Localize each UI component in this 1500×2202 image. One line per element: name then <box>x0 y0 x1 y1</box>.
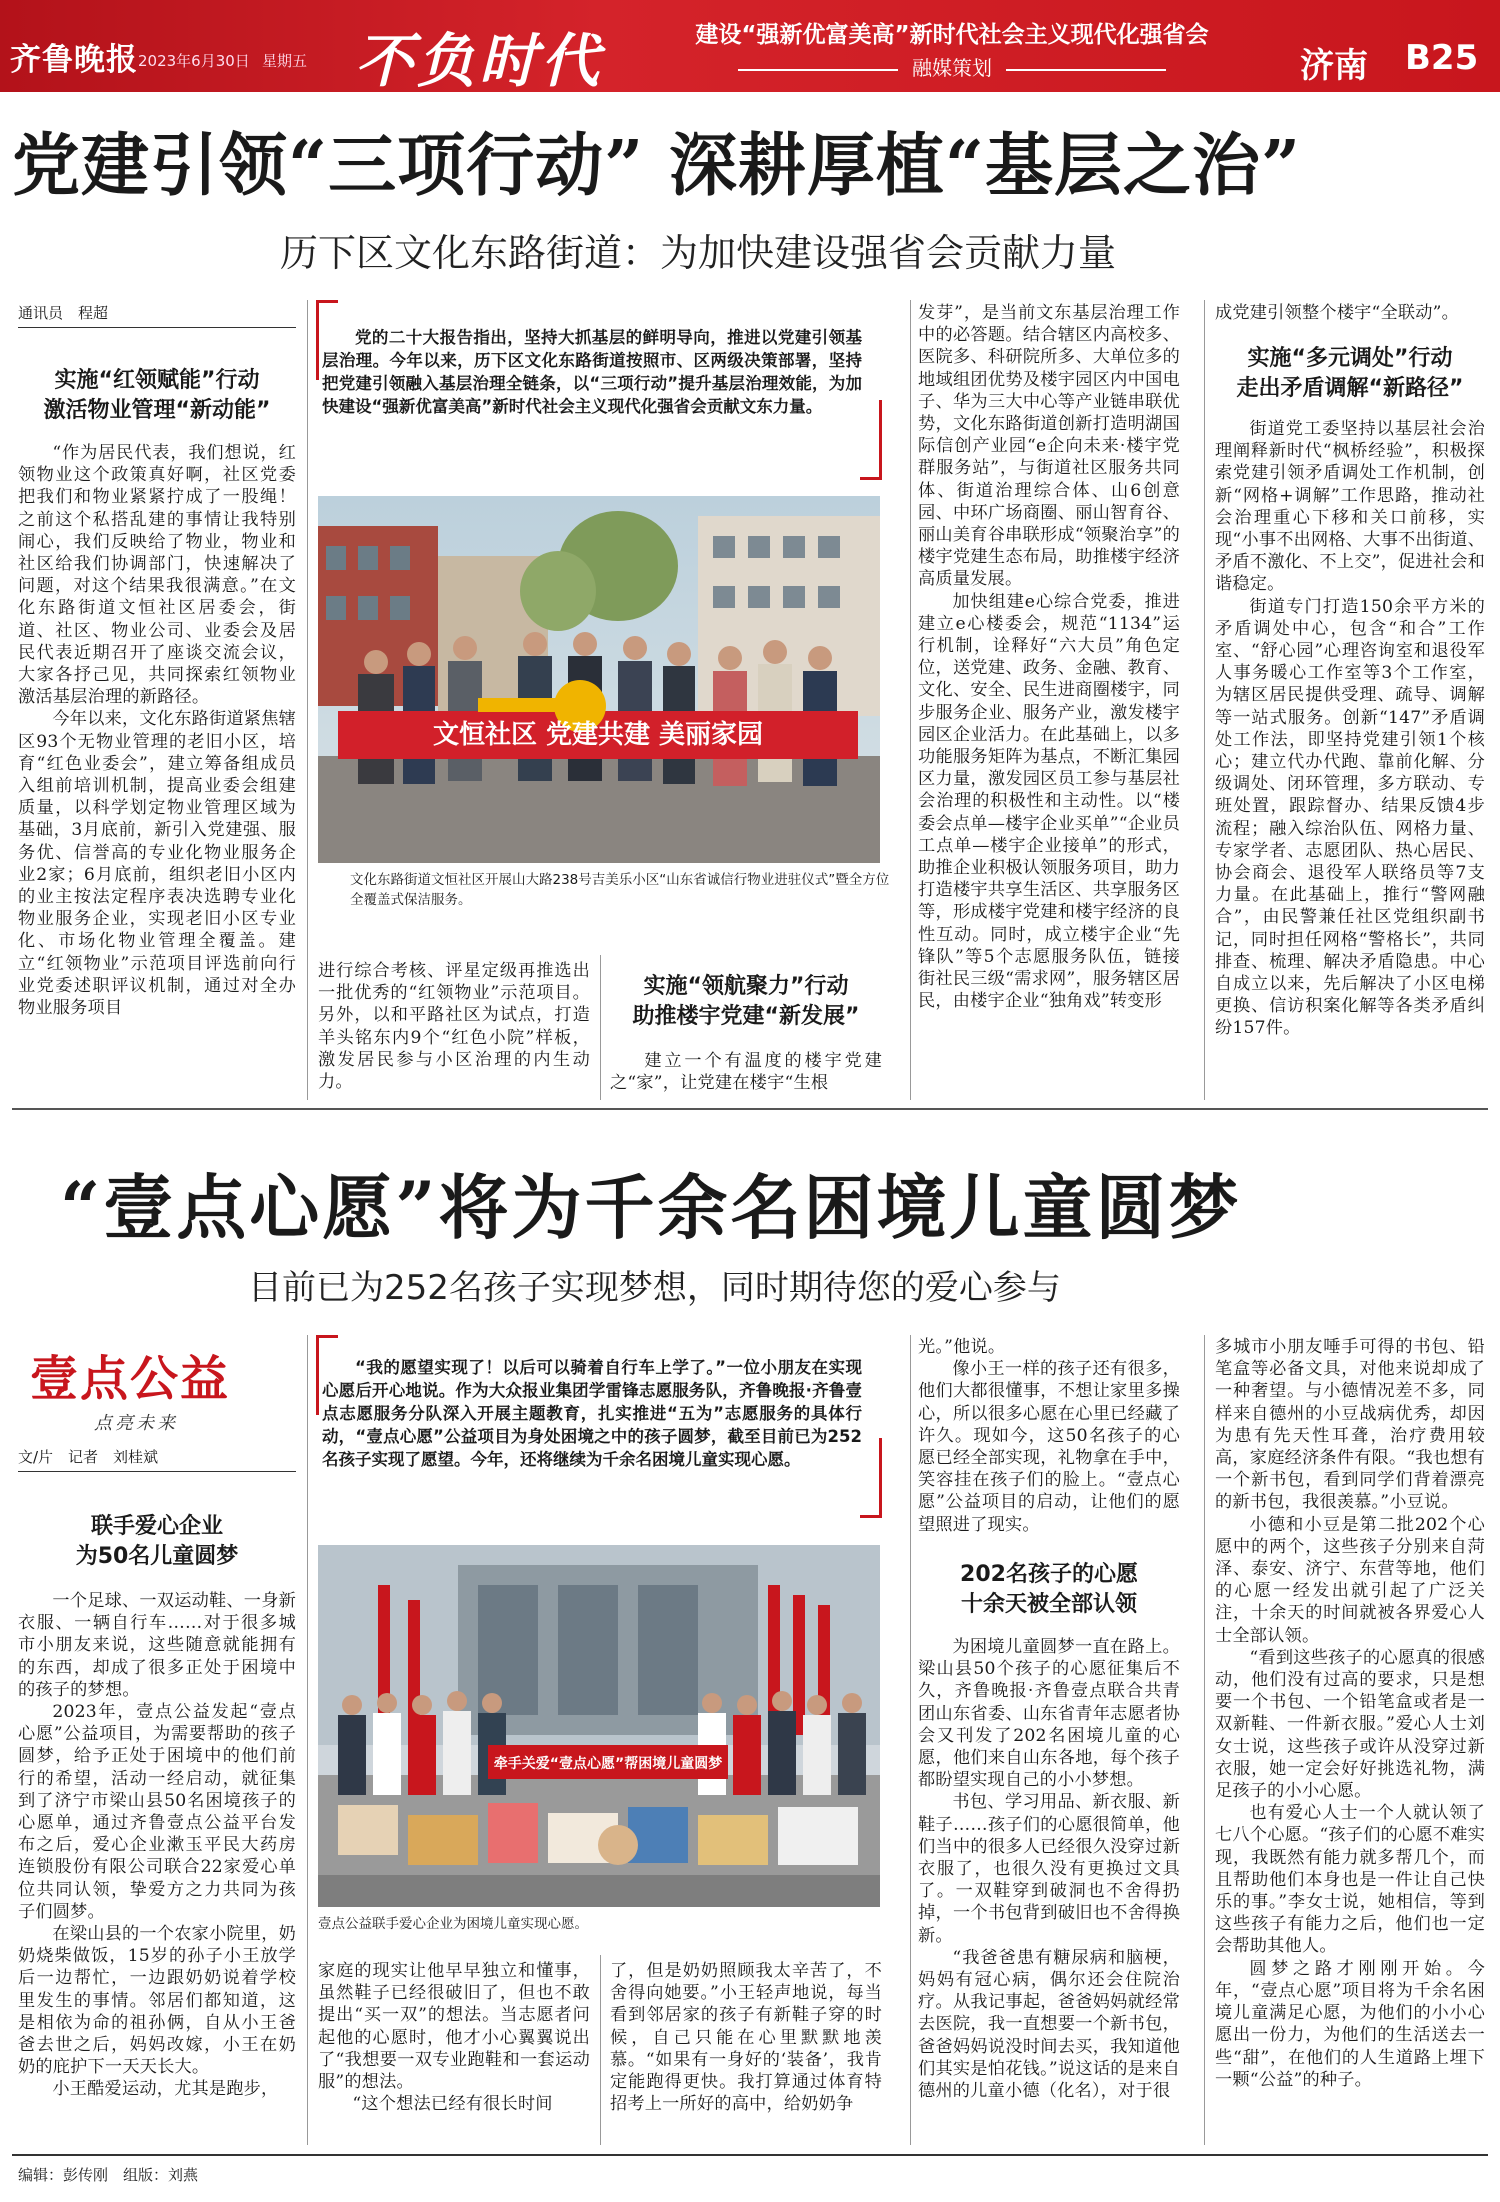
paragraph: 圆梦之路才刚刚开始。今年，“壹点心愿”项目将为千余名困境儿童满足心愿，为他们的小小心愿出一份力，为他们的生活送去一些“甜”，在他们的人生道路上埋下一颗“公益”的种子。 <box>1215 1958 1485 2090</box>
paragraph: 加快组建e心综合党委，推进建立e心楼委会，规范“1134”运行机制，诠释好“六大员”角色定位，送党建、政务、金融、教育、文化、安全、民生进商圈楼宇，同步服务企业、服务产业，激发楼宇园区企业活力。在此基础上，以多功能服务矩阵为基点，不断汇集园区力量，激发园区员工参与基层社会治理的积极性和主动性。以“楼委会点单—楼宇企业买单”“企业员工点单—楼宇企业接单”的形式，助推企业积极认领服务项目，助力打造楼宇共享生活区、共享服务区等，形成楼宇党建和楼宇经济的良性互动。同时，成立楼宇企业“先锋队”等5个志愿服务队伍，链接街社民三级“需求网”，服务辖区居民，由楼宇企业“独角戏”转变形 <box>918 591 1180 1012</box>
subline-rule-right <box>1006 69 1166 71</box>
paragraph: 也有爱心人士一个人就认领了七八个心愿。“孩子们的心愿不难实现，我既然有能力就多帮几个，而且帮助他们本身也是一件让自己快乐的事。”李女士说，她相信，等到这些孩子有能力之后，他们也一定会帮助其他人。 <box>1215 1803 1485 1957</box>
column-rule <box>1204 1335 1205 2145</box>
story2-col5-text <box>1215 1336 1485 2146</box>
story2-col4-text <box>918 1636 1180 2146</box>
photo-banner-text: 牵手关爱“壹点心愿”帮困境儿童圆梦 <box>493 1756 723 1772</box>
lead-frame-corner <box>860 1438 882 1518</box>
paragraph: “看到这些孩子的心愿真的很感动，他们没有过高的要求，只是想要一个书包、一个铅笔盒或者是一双新鞋、一件新衣服。”爱心人士刘女士说，这些孩子或许从没穿过新衣服，她一定会好好挑选礼物，满足孩子的小小心愿。 <box>1215 1647 1485 1802</box>
story1-sub-red-lead <box>18 366 296 426</box>
yidian-logo <box>30 1340 280 1434</box>
issue-date: 2023年6月30日 <box>138 52 250 70</box>
story2-sub-partner <box>18 1512 296 1572</box>
story2-lead <box>322 1356 862 1471</box>
sub-line: 助推楼宇党建“新发展” <box>632 1004 860 1029</box>
page-number: B25 <box>1405 38 1479 78</box>
subline-text: 融媒策划 <box>912 56 992 80</box>
paragraph: 一个足球、一双运动鞋、一身新衣服、一辆自行车……对于很多城市小朋友来说，这些随意就能拥有的东西，却成了很多正处于困境中的孩子的梦想。 <box>18 1591 296 1700</box>
lead-text: 党的二十大报告指出，坚持大抓基层的鲜明导向，推进以党建引领基层治理。今年以来，历下区文化东路街道按照市、区两级决策部署，坚持把党建引领融入基层治理全链条，以“三项行动”提升基层治理效能，为加快建设“强新优富美高”新时代社会主义现代化强省会贡献文东力量。 <box>322 328 862 416</box>
sub-line: 202名孩子的心愿 <box>960 1562 1138 1587</box>
paragraph: 今年以来，文化东路街道紧焦辖区93个无物业管理的老旧小区，培育“红色业委会”，建立筹备组成员入组前培训机制，提高业委会组建质量，以科学划定物业管理区域为基础，3月底前，新引入党建强、服务优、信誉高的专业化物业服务企业2家；6月底前，组织老旧小区内的业主按法定程序表决选聘专业化物业服务企业，实现老旧小区专业化、市场化物业管理全覆盖。建立“红领物业”示范项目评选前向行业党委述职评议机制，通过对全办物业服务项目 <box>18 709 296 1019</box>
masthead-slogan: 建设“强新优富美高”新时代社会主义现代化强省会 <box>695 22 1209 48</box>
story2-byline: 文/片 记者 刘桂斌 <box>18 1446 296 1472</box>
paragraph: 2023年，壹点公益发起“壹点心愿”公益项目，为需要帮助的孩子圆梦，给予正处于困境中的他们前行的希望，活动一经启动，就征集到了济宁市梁山县50名困境孩子的心愿单，通过齐鲁壹点公益平台发布之后，爱心企业漱玉平民大药房连锁股份有限公司联合22家爱心单位共同认领，挚爱方之力共同为孩子们圆梦。 <box>18 1702 296 1922</box>
logo-main-text: 壹点公益 <box>30 1351 231 1407</box>
sub-line: 激活物业管理“新动能” <box>43 398 271 423</box>
paragraph: “这个想法已经有很长时间 <box>352 2094 553 2115</box>
story1-col3-bottom <box>610 1050 882 1100</box>
paragraph: 小德和小豆是第二批202个心愿中的两个，这些孩子分别来自菏泽、泰安、济宁、东营等地，他们的心愿一经发出就引起了广泛关注，十余天的时间就被各界爱心人士全部认领。 <box>1215 1514 1485 1646</box>
story2-col4-top <box>918 1336 1180 1546</box>
footer-rule <box>12 2154 1488 2156</box>
story-separator <box>12 1108 1488 1110</box>
paragraph: 书包、学习用品、新衣服、新鞋子……孩子们的心愿很简单，他们当中的很多人已经很久没穿过新衣服了，也很久没有更换过文具了。一双鞋穿到破洞也不舍得扔掉，一个书包背到破旧也不舍得换新。 <box>918 1792 1180 1946</box>
paper-name: 齐鲁晚报 <box>10 42 138 78</box>
paragraph: 街道党工委坚持以基层社会治理阐释新时代“枫桥经验”，积极探索党建引领矛盾调处工作机制，创新“网格+调解”工作思路，推动社会治理重心下移和关口前移，实现“小事不出网格、大事不出街道、矛盾不激化、不上交”，促进社会和谐稳定。 <box>1215 419 1485 595</box>
column-rule <box>600 955 601 1100</box>
paragraph: “我爸爸患有糖尿病和脑梗，妈妈有冠心病，偶尔还会住院治疗。从我记事起，爸爸妈妈就经常去医院，我一直想要一个新书包，爸爸妈妈说没时间去买，我知道他们其实是怕花钱。”说这话的是来自德州的儿童小德（化名），对于很 <box>918 1947 1180 2102</box>
story2-col1-text <box>18 1590 296 2145</box>
column-rule <box>600 1955 601 2145</box>
subline-rule-left <box>738 69 898 71</box>
story2-photo <box>318 1545 880 1907</box>
footer-editor: 编辑：彭传刚 组版：刘燕 <box>18 2166 199 2184</box>
paragraph: “作为居民代表，我们想说，红领物业这个政策真好啊，社区党委把我们和物业紧紧拧成了一股绳！之前这个私搭乱建的事情让我特别闹心，我们反映给了物业，物业和社区给我们协调部门，快速解决了问题，对这个结果我很满意。”在文化东路街道文恒社区居委会，街道、社区、物业公司、业委会及居民代表近期召开了座谈交流会议，大家各抒己见，共同探索红领物业激活基层治理的新路径。 <box>18 443 296 708</box>
paragraph: 了，但是奶奶照顾我太辛苦了，不舍得向她要。”小王轻声地说，每当看到邻居家的孩子有新鞋子穿的时候，自己只能在心里默默地羡慕。“如果有一身好的‘装备’，我肯定能跑得更快。我打算通过体育特招考上一所好的高中，给奶奶争 <box>610 1961 882 2115</box>
story1-col5-text <box>1215 418 1485 1098</box>
paragraph: 发芽”，是当前文东基层治理工作中的必答题。结合辖区内高校多、医院多、科研院所多、大单位多的地域组团优势及楼宇园区内中国电子、华为三大中心等产业链串联优势，文化东路街道创新打造明湖国际信创产业园“e企向未来·楼宇党群服务站”，与街道社区服务共同体、街道治理综合体、山6创意园、中环广场商圈、丽山智育谷、丽山美育谷串联形成“领聚治享”的楼宇党建生态布局，助推楼宇经济高质量发展。 <box>918 303 1180 590</box>
paragraph: 光。”他说。 <box>918 1337 1006 1357</box>
paragraph: 小王酷爱运动，尤其是跑步， <box>52 2079 279 2100</box>
story1-lead <box>322 326 862 418</box>
sub-line: 实施“领航聚力”行动 <box>643 974 849 999</box>
sub-line: 十余天被全部认领 <box>960 1592 1137 1617</box>
sub-line: 走出矛盾调解“新路径” <box>1236 376 1464 401</box>
paragraph: 在梁山县的一个农家小院里，奶奶烧柴做饭，15岁的孙子小王放学后一边帮忙，一边跟奶奶说着学校里发生的事情。邻居们都知道，这是相依为命的祖孙俩，自从小王爸爸去世之后，妈妈改嫁，小王在奶奶的庇护下一天天长大。 <box>18 1924 296 2078</box>
masthead-subline <box>662 52 1242 81</box>
story1-headline: 党建引领“三项行动” 深耕厚植“基层之治” <box>12 126 1302 206</box>
paragraph: 多城市小朋友唾手可得的书包、铅笔盒等必备文具，对他来说却成了一种奢望。与小德情况差不多，同样来自德州的小豆战病优秀，却因为患有先天性耳聋，治疗费用较高，家庭经济条件有限。“我也想有一个新书包，看到同学们背着漂亮的新书包，我很羡慕。”小豆说。 <box>1215 1337 1485 1513</box>
story2-photo-caption: 壹点公益联手爱心企业为困境儿童实现心愿。 <box>318 1916 588 1932</box>
lead-frame-corner <box>860 400 882 480</box>
sub-line: 实施“红领赋能”行动 <box>54 368 260 393</box>
photo-banner-text: 文恒社区 党建共建 美丽家园 <box>432 720 764 750</box>
paragraph: 建立一个有温度的楼宇党建之“家”，让党建在楼宇“生根 <box>610 1051 882 1094</box>
column-rule <box>1204 300 1205 1100</box>
story2-col3-bottom <box>610 1960 882 2145</box>
paragraph: 成党建引领整个楼宇“全联动”。 <box>1215 303 1460 323</box>
sub-line: 实施“多元调处”行动 <box>1247 346 1453 371</box>
story1-byline: 通讯员 程超 <box>18 302 296 328</box>
story2-subhead: 目前已为252名孩子实现梦想，同时期待您的爱心参与 <box>248 1268 1061 1308</box>
column-title: 不负时代 <box>355 27 604 95</box>
sub-line: 联手爱心企业 <box>90 1514 223 1539</box>
paragraph: 为困境儿童圆梦一直在路上。梁山县50个孩子的心愿征集后不久，齐鲁晚报·齐鲁壹点联合共青团山东省委、山东省青年志愿者协会又刊发了202名困境儿童的心愿，他们来自山东各地，每个孩子都盼望实现自己的小小梦想。 <box>918 1637 1180 1791</box>
story1-sub-navigate <box>610 972 882 1032</box>
story2-col2-bottom <box>318 1960 590 2145</box>
lead-text: “我的愿望实现了！以后可以骑着自行车上学了。”一位小朋友在实现心愿后开心地说。作为大众报业集团学雷锋志愿服务队，齐鲁晚报·齐鲁壹点志愿服务分队深入开展主题教育，扎实推进“五为”志愿服务的具体行动，“壹点心愿”公益项目为身处困境之中的孩子圆梦，截至目前已为252名孩子实现了愿望。今年，还将继续为千余名困境儿童实现心愿。 <box>322 1358 862 1469</box>
column-rule <box>307 300 308 1100</box>
story1-photo <box>318 496 880 863</box>
paragraph: 家庭的现实让他早早独立和懂事，虽然鞋子已经很破旧了，但也不敢提出“买一双”的想法。当志愿者问起他的心愿时，他才小心翼翼说出了“我想要一双专业跑鞋和一套运动服”的想法。 <box>318 1961 590 2093</box>
story1-col4-text <box>918 302 1180 1097</box>
story1-col5-top <box>1215 302 1485 324</box>
logo-sub-text: 点亮未来 <box>94 1413 178 1434</box>
column-rule <box>307 1335 308 2145</box>
story2-headline: “壹点心愿”将为千余名困境儿童圆梦 <box>60 1166 1242 1249</box>
story1-photo-caption: 文化东路街道文恒社区开展山大路238号吉美乐小区“山东省诚信行物业进驻仪式”暨全方位全覆盖式保洁服务。 <box>350 872 890 908</box>
story2-sub-202 <box>918 1560 1180 1620</box>
column-rule <box>910 1335 911 2145</box>
sub-line: 为50名儿童圆梦 <box>75 1544 239 1569</box>
paragraph: 像小王一样的孩子还有很多，他们大都很懂事，不想让家里多操心，所以很多心愿在心里已经藏了许久。现如今，这50名孩子的心愿已经全部实现，礼物拿在手中，笑容挂在孩子们的脸上。“壹点心愿”公益项目的启动，让他们的愿望照进了现实。 <box>918 1359 1180 1535</box>
story1-sub-mediation <box>1215 344 1485 404</box>
paragraph: 街道专门打造150余平方米的矛盾调处中心，包含“和合”工作室、“舒心园”心理咨询室和退役军人事务暖心工作室等3个工作室，为辖区居民提供受理、疏导、调解等一站式服务。创新“147”矛盾调处工作法，即坚持党建引领1个核心；建立代办代跑、靠前化解、分级调处、闭环管理，多方联动、专班处置，跟踪督办、结果反馈4步流程；融入综治队伍、网格力量、专家学者、志愿团队、热心居民、协会商会、退役军人联络员等7支力量。在此基础上，推行“警网融合”，由民警兼任社区党组织副书记，同时担任网格“警格长”，共同排查、梳理、解决矛盾隐患。中心自成立以来，先后解决了小区电梯更换、信访积案化解等各类矛盾纠纷157件。 <box>1215 596 1485 1039</box>
story1-subhead: 历下区文化东路街道：为加快建设强省会贡献力量 <box>280 231 1117 275</box>
paragraph: 进行综合考核、评星定级再推选出一批优秀的“红领物业”示范项目。另外，以和平路社区为试点，打造羊头铭东内9个“红色小院”样板，激发居民参与小区治理的内生动力。 <box>318 961 590 1093</box>
story1-col2-bottom <box>318 960 590 1100</box>
column-rule <box>910 300 911 1100</box>
story1-col1-text <box>18 442 296 1097</box>
issue-weekday: 星期五 <box>262 52 308 70</box>
city-label: 济南 <box>1300 46 1368 86</box>
masthead <box>0 0 1500 95</box>
